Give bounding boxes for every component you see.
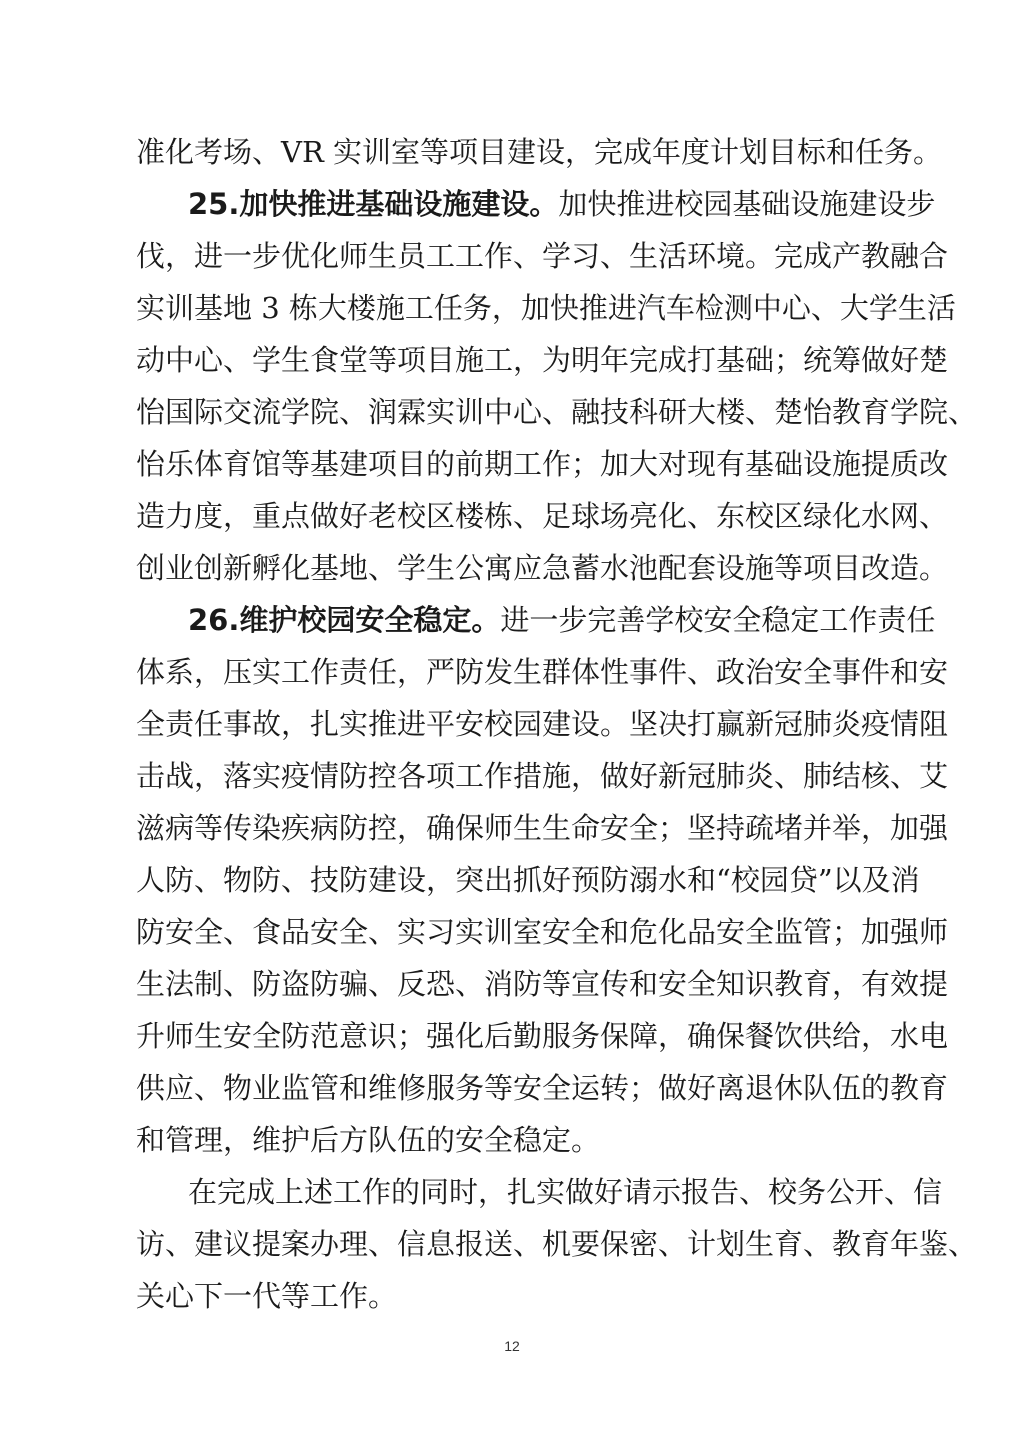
paragraph-line: 体系，压实工作责任，严防发生群体性事件、政治安全事件和安 (136, 655, 949, 689)
section-26-line (188, 600, 936, 640)
paragraph-line: 怡国际交流学院、润霖实训中心、融技科研大楼、楚怡教育学院、 (136, 395, 978, 429)
paragraph-line: 伐，进一步优化师生员工工作、学习、生活环境。完成产教融合 (136, 239, 949, 273)
paragraph-line: 在完成上述工作的同时，扎实做好请示报告、校务公开、信 (188, 1175, 943, 1209)
paragraph-line: 关心下一代等工作。 (136, 1279, 398, 1313)
paragraph-line: 实训基地 3 栋大楼施工任务，加快推进汽车检测中心、大学生活 (136, 291, 956, 325)
paragraph-line: 动中心、学生食堂等项目施工，为明年完成打基础；统筹做好楚 (136, 343, 949, 377)
paragraph-line: 创业创新孵化基地、学生公寓应急蓄水池配套设施等项目改造。 (136, 551, 949, 585)
page-number: 12 (504, 1338, 520, 1354)
paragraph-line: 防安全、食品安全、实习实训室安全和危化品安全监管；加强师 (136, 915, 949, 949)
section-26-lead: 进一步完善学校安全稳定工作责任 (500, 603, 936, 637)
paragraph-line: 击战，落实疫情防控各项工作措施，做好新冠肺炎、肺结核、艾 (136, 759, 949, 793)
paragraph-line: 访、建议提案办理、信息报送、机要保密、计划生育、教育年鉴、 (136, 1227, 978, 1261)
paragraph-line: 生法制、防盗防骗、反恐、消防等宣传和安全知识教育，有效提 (136, 967, 949, 1001)
section-25-line (188, 184, 936, 224)
paragraph-line: 滋病等传染疾病防控，确保师生生命安全；坚持疏堵并举，加强 (136, 811, 949, 845)
paragraph-line: 造力度，重点做好老校区楼栋、足球场亮化、东校区绿化水网、 (136, 499, 949, 533)
paragraph-line: 升师生安全防范意识；强化后勤服务保障，确保餐饮供给，水电 (136, 1019, 949, 1053)
section-25-heading: 25.加快推进基础设施建设。 (188, 187, 559, 221)
section-25-lead: 加快推进校园基础设施建设步 (558, 187, 936, 221)
paragraph-line: 和管理，维护后方队伍的安全稳定。 (136, 1123, 601, 1157)
section-26-heading: 26.维护校园安全稳定。 (188, 603, 501, 637)
paragraph-line: 准化考场、VR 实训室等项目建设，完成年度计划目标和任务。 (136, 135, 942, 169)
paragraph-line: 供应、物业监管和维修服务等安全运转；做好离退休队伍的教育 (136, 1071, 949, 1105)
paragraph-line: 全责任事故，扎实推进平安校园建设。坚决打赢新冠肺炎疫情阻 (136, 707, 949, 741)
paragraph-line: 怡乐体育馆等基建项目的前期工作；加大对现有基础设施提质改 (136, 447, 949, 481)
paragraph-line: 人防、物防、技防建设，突出抓好预防溺水和“校园贷”以及消 (136, 863, 920, 897)
